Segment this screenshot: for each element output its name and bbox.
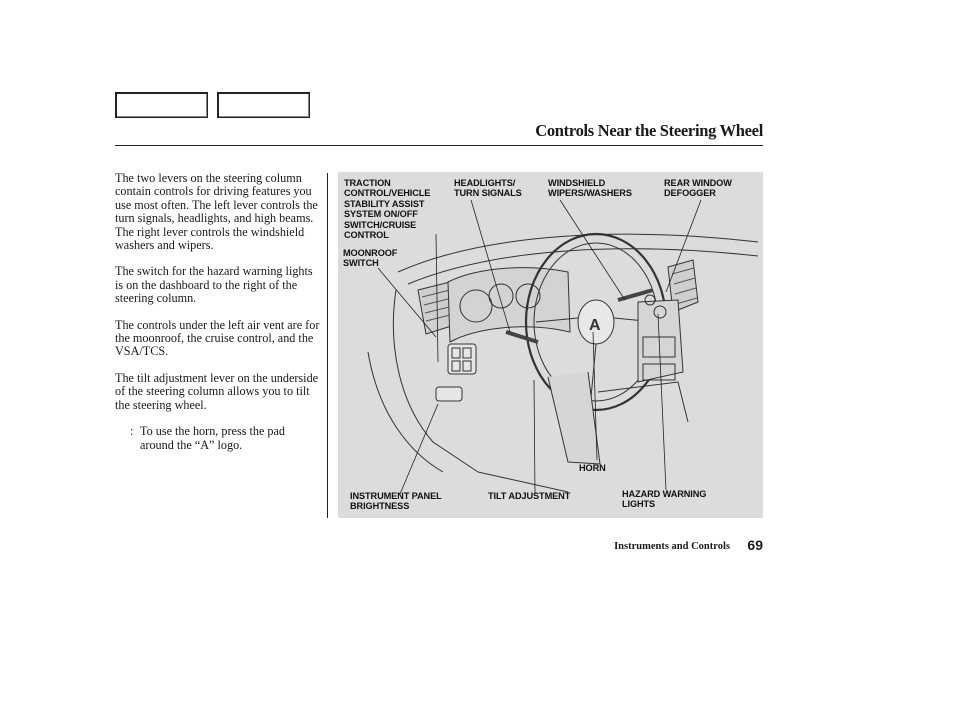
paragraph-vent-controls: The controls under the left air vent are for the moonroof, the cruise control, and the VSA/TCS.: [115, 317, 320, 359]
callout-hazard-warning-lights: HAZARD WARNING LIGHTS: [622, 489, 707, 510]
horn-note-text: To use the horn, press the pad around the “A” logo.: [140, 424, 286, 452]
callout-rear-window-defogger: REAR WINDOW DEFOGGER: [664, 178, 732, 199]
callout-traction-control: TRACTION CONTROL/VEHICLE STABILITY ASSIST SYSTEM ON/OFF SWITCH/CRUISE CONTROL: [344, 178, 431, 241]
column-divider: [327, 173, 328, 518]
page-title: Controls Near the Steering Wheel: [535, 121, 763, 140]
callout-instrument-panel-brightness: INSTRUMENT PANEL BRIGHTNESS: [350, 491, 442, 512]
callout-moonroof-switch: MOONROOF SWITCH: [343, 248, 398, 269]
nav-tab-right[interactable]: [217, 92, 310, 118]
horn-note: [115, 425, 320, 452]
horn-note-mark: :: [130, 424, 134, 439]
callout-windshield-wipers: WINDSHIELD WIPERS/WASHERS: [548, 178, 632, 199]
nav-tab-left[interactable]: [115, 92, 208, 118]
title-rule: [115, 145, 763, 146]
callout-horn: HORN: [579, 463, 606, 473]
svg-text:A: A: [589, 317, 601, 334]
body-text-column: [115, 172, 320, 452]
steering-wheel-figure: [338, 172, 763, 518]
page-number: 69: [747, 537, 763, 553]
callout-tilt-adjustment: TILT ADJUSTMENT: [488, 491, 571, 501]
paragraph-hazard: The switch for the hazard warning lights is on the dashboard to the right of the steering column.: [115, 264, 313, 306]
paragraph-levers: The two levers on the steering column contain controls for driving features you use most often. The left lever controls the turn signals, headlights, and high beams. The right lever controls the windshield washers and wipers.: [115, 171, 318, 253]
paragraph-tilt: The tilt adjustment lever on the underside of the steering column allows you to tilt the steering wheel.: [115, 370, 319, 412]
callout-headlights-turn-signals: HEADLIGHTS/ TURN SIGNALS: [454, 178, 522, 199]
footer-section-title: Instruments and Controls: [614, 541, 730, 552]
